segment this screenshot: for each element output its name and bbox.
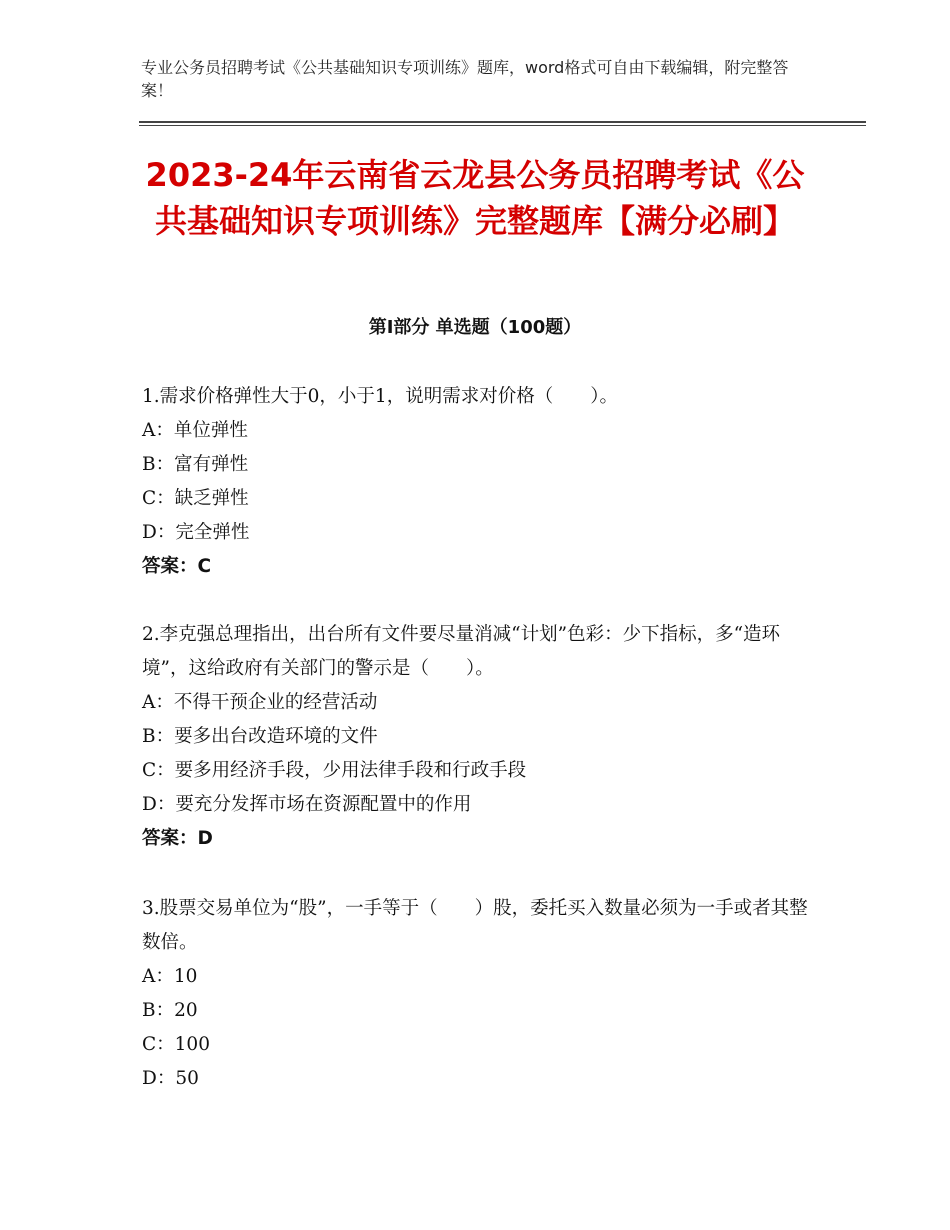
answer-label: 答案：C	[142, 556, 212, 577]
option-d: D：要充分发挥市场在资源配置中的作用	[142, 794, 472, 815]
header-divider-thin	[139, 125, 866, 126]
document-title: 2023-24年云南省云龙县公务员招聘考试《公共基础知识专项训练》完整题库【满分必刷】	[145, 156, 805, 240]
question-stem: 3.股票交易单位为“股”，一手等于（ ）股，委托买入数量必须为一手或者其整数倍。	[142, 898, 808, 953]
option-b: B：富有弹性	[142, 454, 249, 475]
header-divider-thick	[139, 121, 866, 123]
question-stem: 2.李克强总理指出，出台所有文件要尽量消减“计划”色彩：少下指标，多“造环境”，这给政府有关部门的警示是（ ）。	[142, 624, 781, 679]
question-3	[142, 892, 822, 1096]
answer-label: 答案：D	[142, 828, 213, 849]
option-d: D：50	[142, 1068, 199, 1089]
option-b: B：要多出台改造环境的文件	[142, 726, 378, 747]
option-b: B：20	[142, 1000, 198, 1021]
option-c: C：缺乏弹性	[142, 488, 249, 509]
option-c: C：要多用经济手段，少用法律手段和行政手段	[142, 760, 527, 781]
section-heading: 第Ⅰ部分 单选题（100题）	[368, 317, 582, 338]
question-2	[142, 618, 822, 856]
option-c: C：100	[142, 1034, 210, 1055]
question-stem: 1.需求价格弹性大于0，小于1，说明需求对价格（ ）。	[142, 386, 618, 407]
question-1	[142, 380, 822, 584]
option-a: A：10	[142, 966, 198, 987]
option-d: D：完全弹性	[142, 522, 250, 543]
option-a: A：单位弹性	[142, 420, 248, 441]
header-note: 专业公务员招聘考试《公共基础知识专项训练》题库，word格式可自由下载编辑，附完整答案！	[141, 58, 789, 100]
option-a: A：不得干预企业的经营活动	[142, 692, 378, 713]
